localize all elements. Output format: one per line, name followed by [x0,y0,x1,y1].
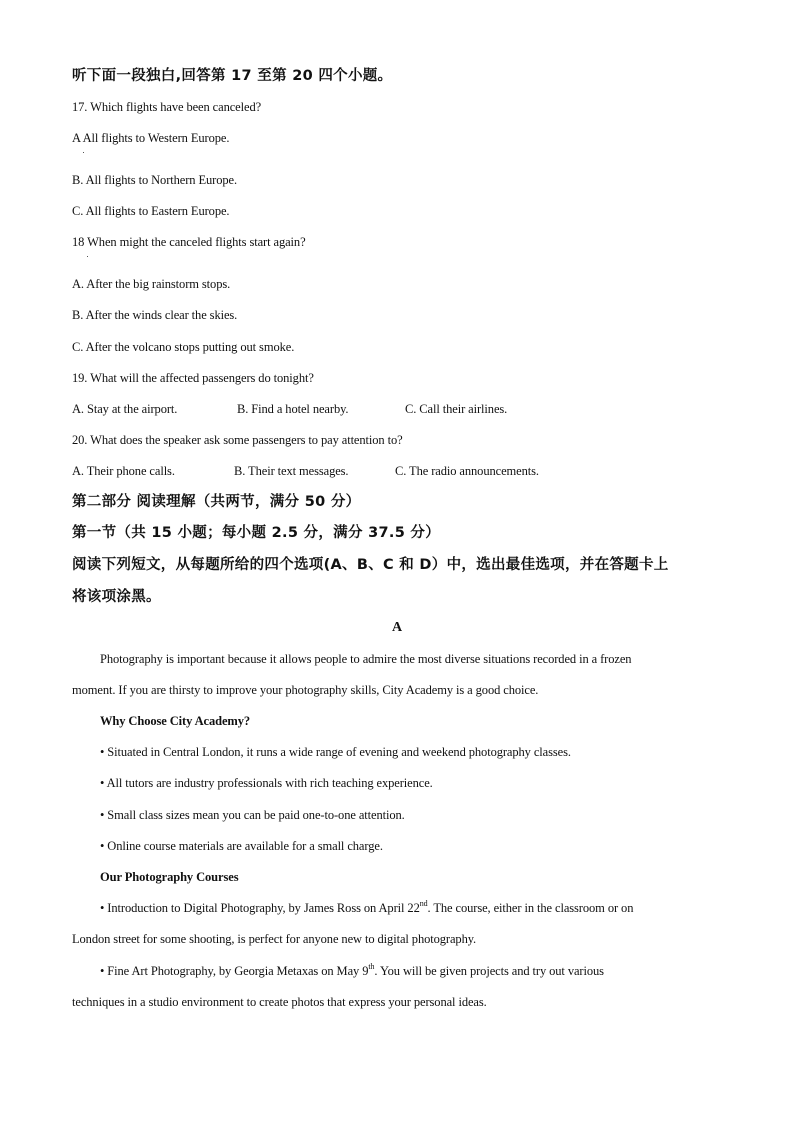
question-18-option-b: B. After the winds clear the skies. [72,308,238,322]
stray-dot [87,256,88,257]
question-17-option-b: B. All flights to Northern Europe. [72,173,237,187]
course-2-line-1 [100,963,604,979]
course-1-text-cont: . The course, either in the classroom or on [427,901,634,915]
reading-section-title: 第一节（共 15 小题；每小题 2.5 分，满分 37.5 分） [72,525,441,541]
why-bullet: • All tutors are industry professionals with rich teaching experience. [100,776,433,790]
passage-intro-line-1: Photography is important because it allows people to admire the most diverse situations recorded in a frozen [100,652,632,666]
why-bullet: • Situated in Central London, it runs a wide range of evening and weekend photography classes. [100,745,571,759]
reading-instruction-line-1: 阅读下列短文，从每题所给的四个选项(A、B、C 和 D）中，选出最佳选项，并在答题卡上 [72,557,669,573]
passage-intro-line-2: moment. If you are thirsty to improve your photography skills, City Academy is a good choice. [72,683,539,697]
course-1-text: • Introduction to Digital Photography, by James Ross on April 22 [100,901,420,915]
question-17-stem: 17. Which flights have been canceled? [72,100,262,114]
course-2-text-cont: . You will be given projects and try out various [374,964,604,978]
stray-dot [83,152,84,153]
question-19-option-a: A. Stay at the airport. [72,402,178,416]
course-1-line-1 [100,900,633,916]
question-19-option-b: B. Find a hotel nearby. [237,402,349,416]
question-20-option-c: C. The radio announcements. [395,464,539,478]
course-2-line-2: techniques in a studio environment to create photos that express your personal ideas. [72,995,487,1009]
question-18-option-a: A. After the big rainstorm stops. [72,277,231,291]
courses-heading: Our Photography Courses [100,870,239,884]
question-18-stem: 18 When might the canceled flights start again? [72,235,306,249]
course-2-date-suffix: th [368,961,375,971]
question-17-option-a: A All flights to Western Europe. [72,131,230,145]
question-20-option-b: B. Their text messages. [234,464,349,478]
passage-letter: A [391,620,402,635]
question-20-stem: 20. What does the speaker ask some passengers to pay attention to? [72,433,403,447]
question-20-option-a: A. Their phone calls. [72,464,175,478]
why-heading: Why Choose City Academy? [100,714,251,728]
course-1-line-2: London street for some shooting, is perfect for anyone new to digital photography. [72,932,477,946]
why-bullet: • Small class sizes mean you can be paid one-to-one attention. [100,808,405,822]
question-17-option-c: C. All flights to Eastern Europe. [72,204,230,218]
reading-part-title: 第二部分 阅读理解（共两节，满分 50 分） [72,494,361,510]
course-1-date-suffix: nd [419,898,428,908]
listening-instruction: 听下面一段独白,回答第 17 至第 20 四个小题。 [72,68,393,84]
reading-instruction-line-2: 将该项涂黑。 [72,589,161,605]
why-bullet: • Online course materials are available for a small charge. [100,839,383,853]
question-19-stem: 19. What will the affected passengers do tonight? [72,371,314,385]
question-19-option-c: C. Call their airlines. [405,402,508,416]
course-2-text: • Fine Art Photography, by Georgia Metaxas on May 9 [100,964,369,978]
question-18-option-c: C. After the volcano stops putting out smoke. [72,340,295,354]
